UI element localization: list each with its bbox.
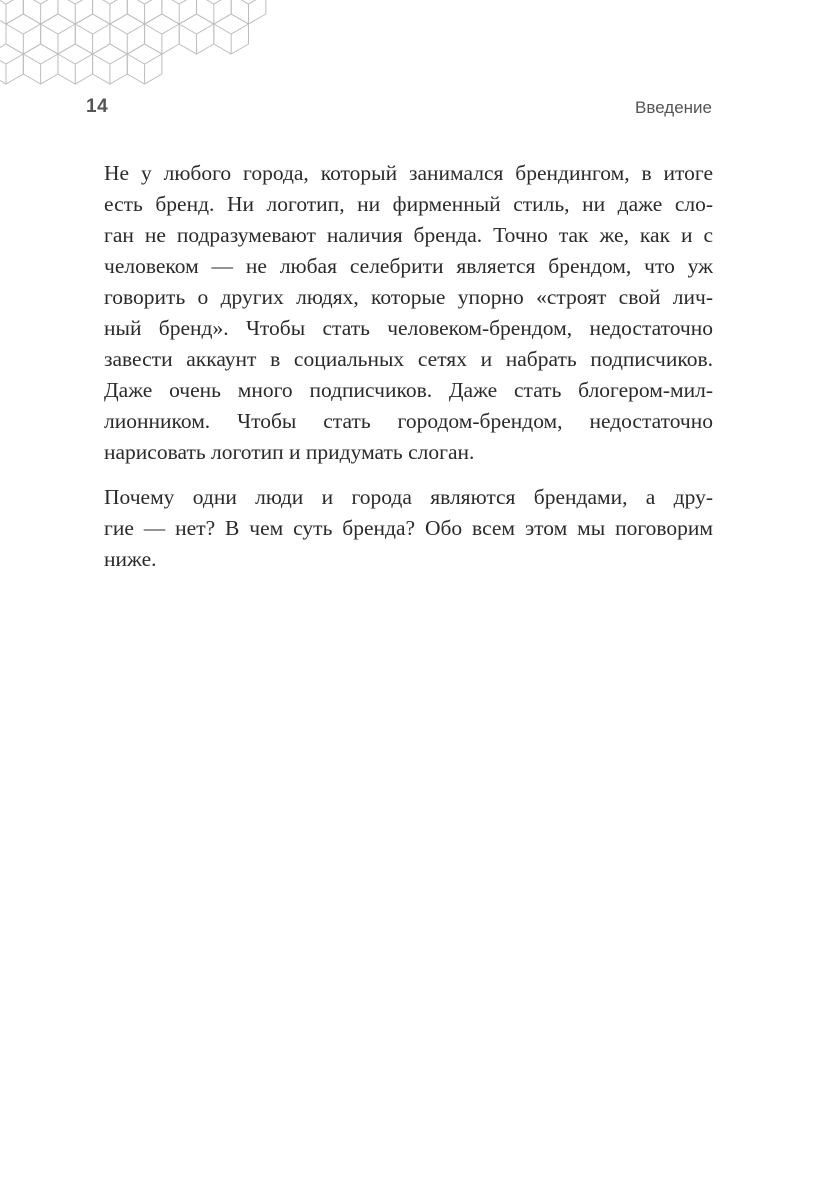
text-line: говорить о других людях, которые упорно «строят свой лич- xyxy=(104,285,713,309)
text-line: ниже. xyxy=(104,547,157,571)
cube-outline xyxy=(58,44,93,84)
text-line: нарисовать логотип и придумать слоган. xyxy=(104,440,475,464)
cube-outline xyxy=(110,14,145,54)
text-line: ган не подразумевают наличия бренда. Точно так же, как и с xyxy=(104,223,713,247)
cube-outline xyxy=(23,0,58,24)
cube-outline xyxy=(231,0,266,24)
paragraph-1 xyxy=(104,158,713,468)
text-line: есть бренд. Ни логотип, ни фирменный стиль, ни даже сло- xyxy=(104,192,713,216)
cube-outline xyxy=(197,0,232,24)
cube-outline xyxy=(93,0,128,24)
cube-outline xyxy=(214,14,249,54)
body-text xyxy=(104,158,713,589)
text-line: Почему одни люди и города являются брендами, а дру- xyxy=(104,485,713,509)
page-number: 14 xyxy=(86,96,109,117)
cube-outline xyxy=(93,44,128,84)
text-line: человеком — не любая селебрити является брендом, что уж xyxy=(104,254,713,278)
text-line: ный бренд». Чтобы стать человеком-брендом, недостаточно xyxy=(104,316,713,340)
cube-outline xyxy=(162,0,197,24)
cube-outline xyxy=(41,14,76,54)
cube-outline xyxy=(127,0,162,24)
cube-outline xyxy=(6,14,41,54)
text-line: завести аккаунт в социальных сетях и набрать подписчиков. xyxy=(104,347,713,371)
running-head-chapter-title: Введение xyxy=(635,98,712,117)
paragraph-2 xyxy=(104,482,713,575)
text-line: Даже очень много подписчиков. Даже стать блогером-мил- xyxy=(104,378,713,402)
cube-outline xyxy=(0,44,23,84)
cube-outline xyxy=(145,14,180,54)
text-line: Не у любого города, который занимался брендингом, в итоге xyxy=(104,161,713,185)
cube-outline xyxy=(179,14,214,54)
text-line: лионником. Чтобы стать городом-брендом, недостаточно xyxy=(104,409,713,433)
cube-pattern-ornament xyxy=(0,0,270,92)
cube-outline xyxy=(127,44,162,84)
cube-outline xyxy=(23,44,58,84)
cube-outline xyxy=(75,14,110,54)
cube-outline xyxy=(58,0,93,24)
text-line: гие — нет? В чем суть бренда? Обо всем этом мы поговорим xyxy=(104,516,713,540)
